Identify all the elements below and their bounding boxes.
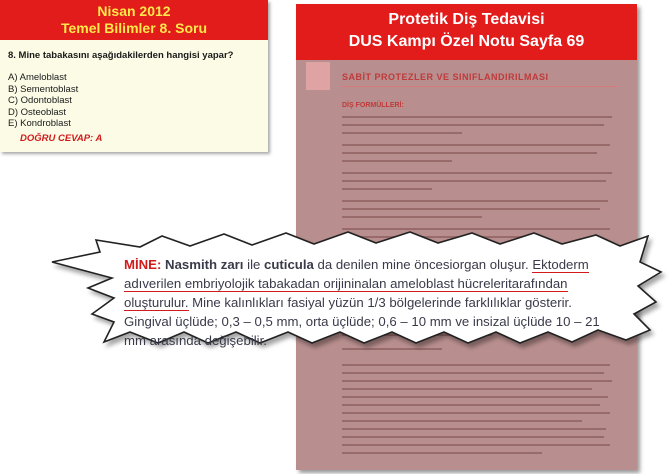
option-b: B) Sementoblast xyxy=(8,83,79,95)
doc-section-title: SABİT PROTEZLER VE SINIFLANDIRILMASI xyxy=(342,72,549,82)
callout-sentence-1: da denilen mine öncesiorgan oluşur. xyxy=(313,257,533,272)
callout-sentence-2: Mine kalınlıkları fasiyal yüzün 1/3 bölgelerinde farklılıklar gösterir. Gingival üçlüde; 0,3 – 0,5 mm, orta üçlüde; 0,6 – 10 mm ve insizal üçlüde 10 – 21 mm arasında değişebilir. xyxy=(124,295,600,348)
option-d: D) Osteoblast xyxy=(8,106,67,118)
option-c: C) Odontoblast xyxy=(8,95,72,106)
connector-text: ile xyxy=(243,257,264,272)
mine-label: MİNE: xyxy=(124,257,162,272)
book-page-reference: DUS Kampı Özel Notu Sayfa 69 xyxy=(348,33,585,50)
nasmith-term: Nasmith zarı xyxy=(165,257,244,272)
exam-question-number: Temel Bilimler 8. Soru xyxy=(60,20,207,36)
cuticula-term: cuticula xyxy=(264,257,314,272)
option-a: A) Ameloblast xyxy=(8,72,67,83)
doc-subsection-title: DİŞ FORMÜLLERİ: xyxy=(342,102,404,109)
correct-answer: DOĞRU CEVAP: A xyxy=(20,133,103,144)
underlined-sentence: Ektoderm adıverilen embriyolojik tabakadan orijininalan ameloblast hücreleritarafından oluşturulur. xyxy=(124,257,589,310)
exam-date: Nisan 2012 xyxy=(97,3,171,19)
callout-text xyxy=(124,255,620,350)
book-title: Protetik Diş Tedavisi xyxy=(388,11,545,28)
option-e: E) Kondroblast xyxy=(8,118,71,129)
question-text: 8. Mine tabakasını aşağıdakilerden hangisi yapar? xyxy=(8,50,234,61)
